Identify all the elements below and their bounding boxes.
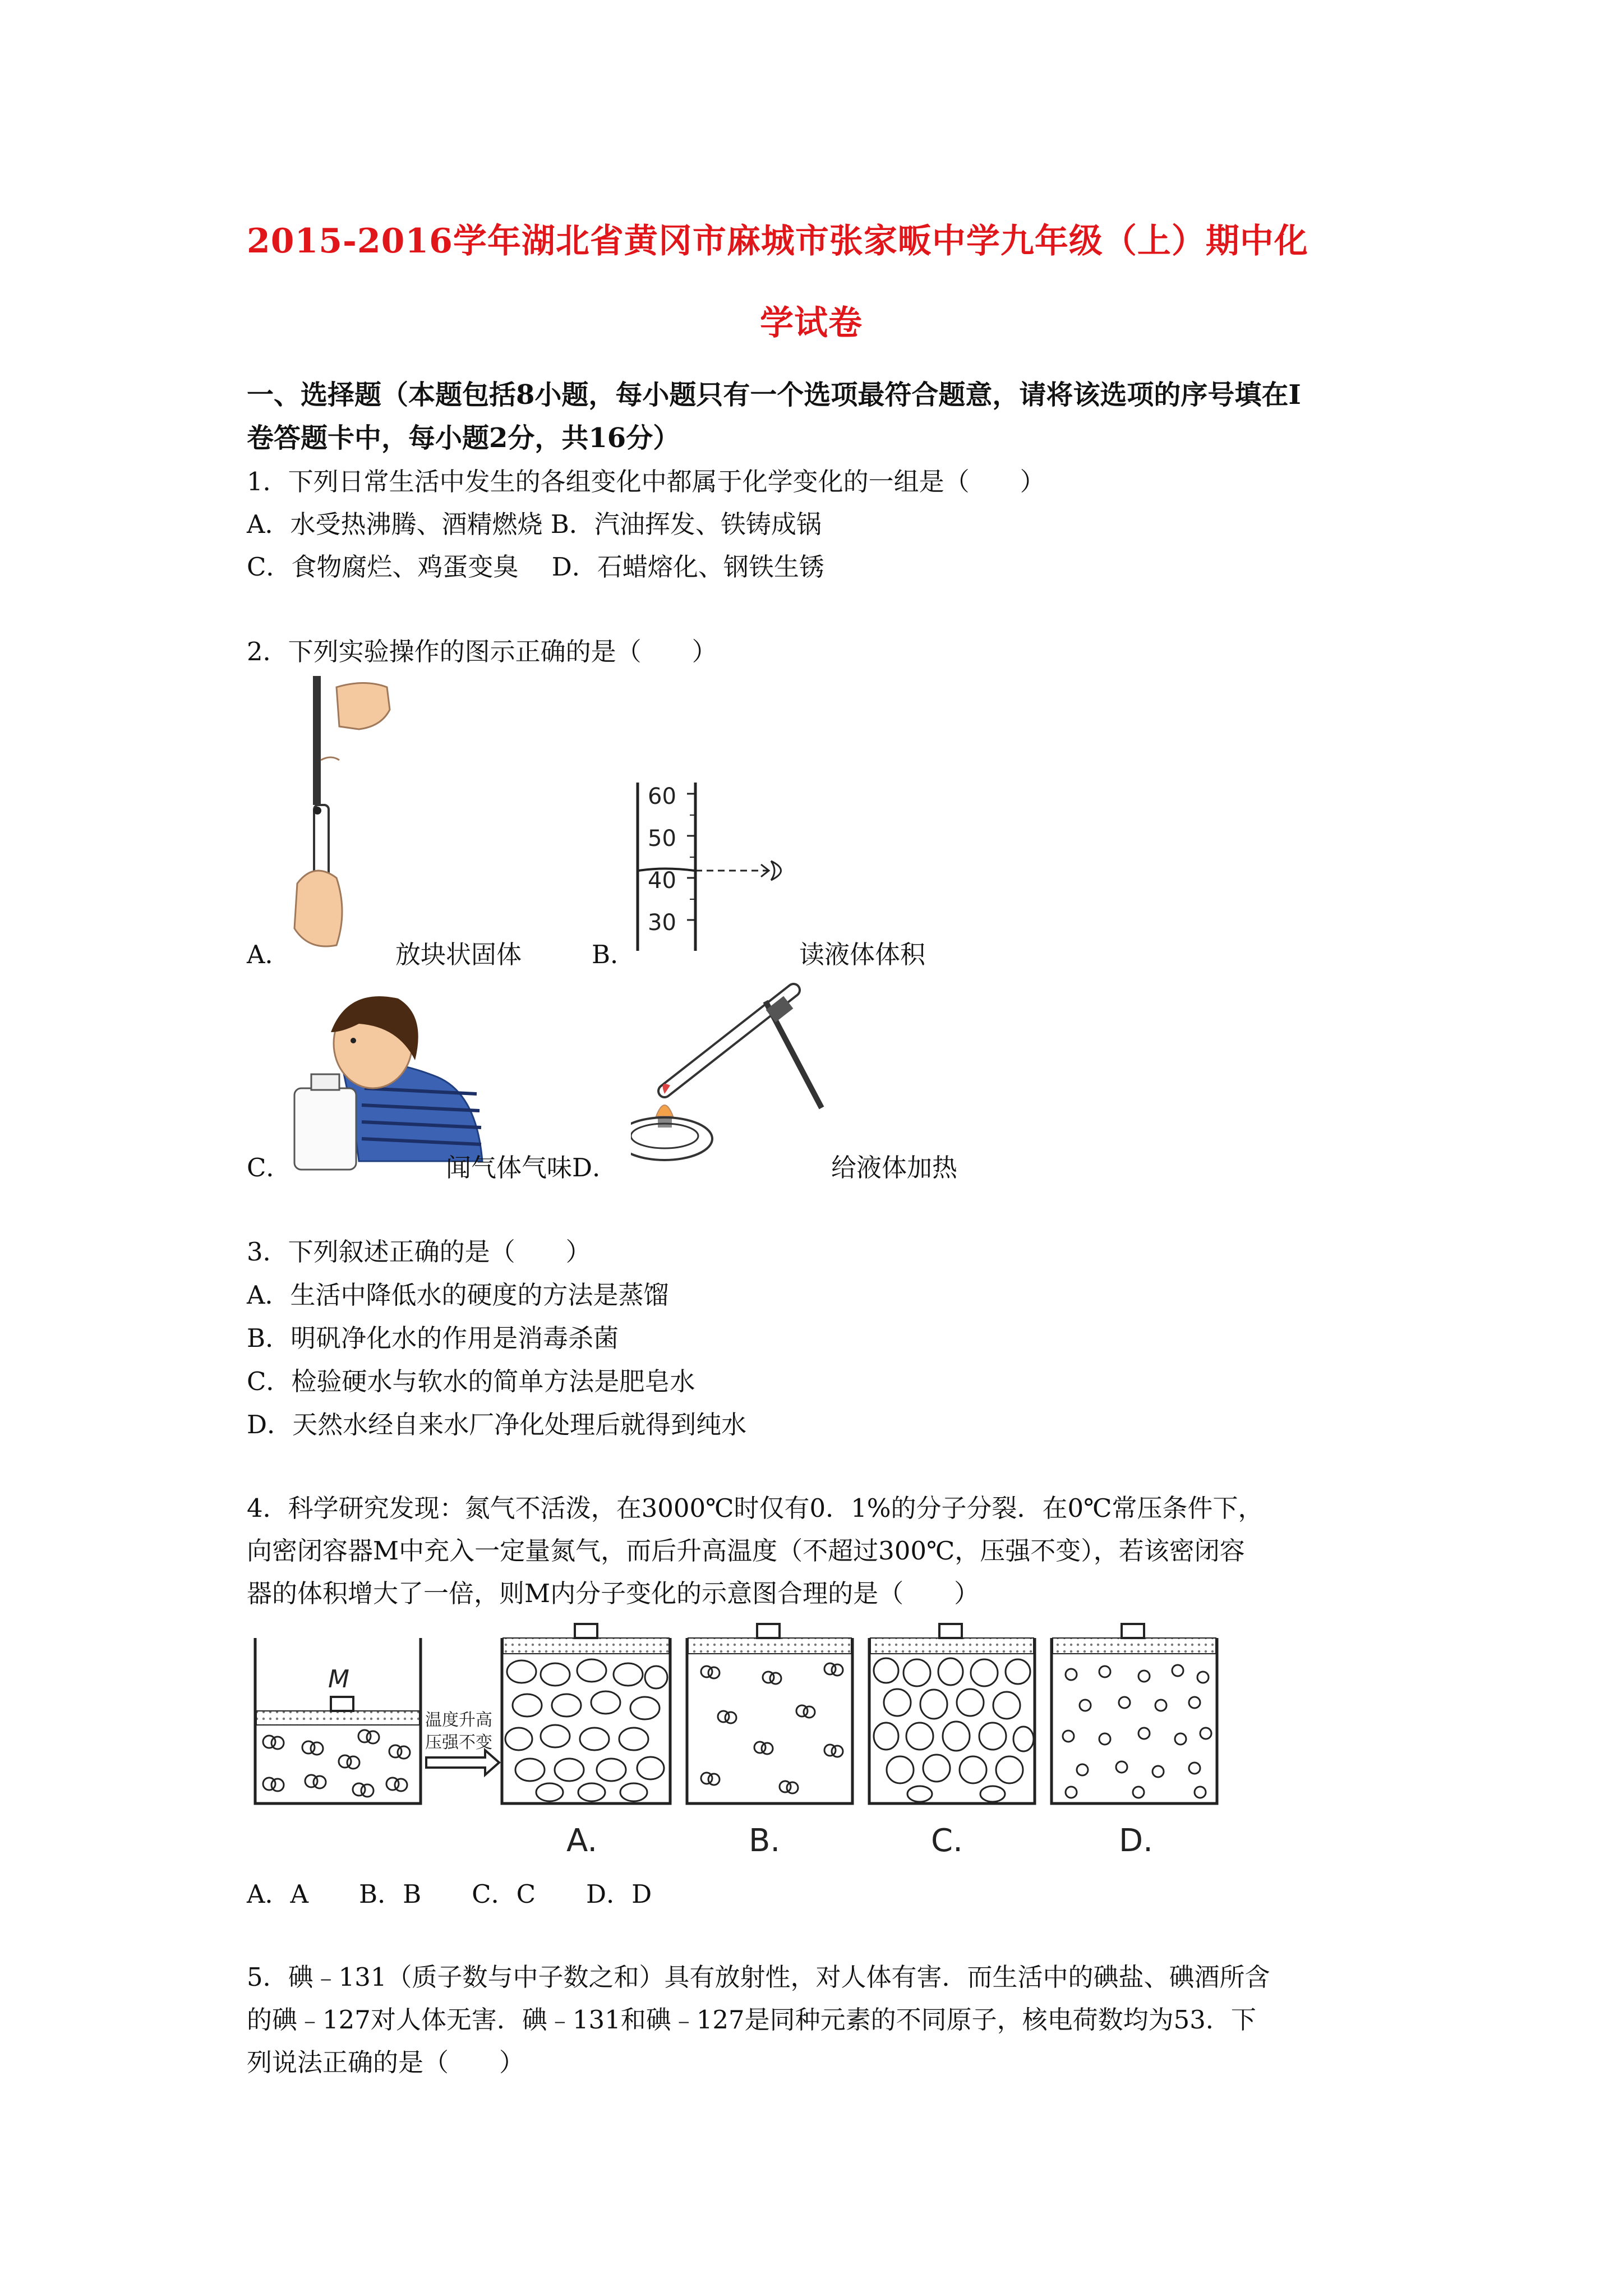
q2-option-c-caption: 闻气体气味D． [446, 1153, 618, 1182]
page-title-line-1: 2015-2016学年湖北省黄冈市麻城市张家畈中学九年级（上）期中化 [247, 222, 1308, 261]
q2-stem: 2．下列实验操作的图示正确的是（ ） [247, 637, 717, 666]
q2-option-b-letter: B． [592, 940, 636, 969]
q4-molecule-diagram [247, 1621, 1453, 1868]
q4-process-arrow [425, 1710, 499, 1775]
q4-label-m: M [328, 1665, 349, 1694]
q3-stem: 3．下列叙述正确的是（ ） [247, 1237, 591, 1267]
page-title-line-2: 学试卷 [760, 303, 863, 343]
q4-arrow-label-bottom: 压强不变 [425, 1733, 492, 1752]
section-header-line-1: 一、选择题（本题包括8小题，每小题只有一个选项最符合题意，请将该选项的序号填在Ⅰ [247, 379, 1301, 411]
q3-option-c: C．检验硬水与软水的简单方法是肥皂水 [247, 1366, 695, 1396]
section-header-line-2: 卷答题卡中，每小题2分，共16分） [247, 422, 680, 454]
q2-figure-c-smelling-gas [292, 993, 485, 1172]
q3-option-a: A．生活中降低水的硬度的方法是蒸馏 [247, 1280, 669, 1310]
cylinder-tick-30: 30 [648, 910, 676, 936]
q4-container-b [687, 1624, 852, 1859]
q5-line-2: 的碘﹣127对人体无害．碘﹣131和碘﹣127是同种元素的不同原子，核电荷数均为53．下 [247, 2005, 1256, 2035]
q5-line-1: 5．碘﹣131（质子数与中子数之和）具有放射性，对人体有害．而生活中的碘盐、碘酒所含 [247, 1962, 1270, 1992]
q4-options: A．A B．B C．C D．D [247, 1879, 652, 1909]
q2-option-a-letter: A． [247, 940, 291, 969]
q2-option-b-caption: 读液体体积 [799, 940, 926, 969]
q2-option-a-caption: 放块状固体 [395, 940, 522, 969]
q4-label-a: A. [566, 1823, 598, 1859]
q3-option-b: B．明矾净化水的作用是消毒杀菌 [247, 1323, 619, 1353]
q2-figure-b-measuring-cylinder [631, 783, 799, 956]
cylinder-tick-50: 50 [648, 826, 676, 852]
q4-container-c [869, 1624, 1035, 1859]
cylinder-tick-40: 40 [648, 868, 676, 894]
cylinder-tick-60: 60 [648, 784, 676, 809]
q2-figure-a-test-tube [286, 676, 393, 956]
q4-label-d: D. [1119, 1823, 1153, 1859]
q2-figure-d-heating-liquid [631, 979, 833, 1164]
q1-stem: 1．下列日常生活中发生的各组变化中都属于化学变化的一组是（ ） [247, 467, 1045, 496]
q2-option-d-caption: 给液体加热 [831, 1153, 958, 1182]
q4-container-d [1052, 1624, 1217, 1859]
q4-original-container [255, 1638, 421, 1803]
q5-line-3: 列说法正确的是（ ） [247, 2047, 525, 2077]
q4-line-1: 4．科学研究发现：氮气不活泼，在3000℃时仅有0．1%的分子分裂．在0℃常压条件下， [247, 1493, 1264, 1523]
q4-arrow-label-top: 温度升高 [425, 1710, 492, 1730]
q2-option-c-letter: C． [247, 1153, 292, 1182]
q4-line-3: 器的体积增大了一倍，则M内分子变化的示意图合理的是（ ） [247, 1579, 980, 1608]
q1-options-cd: C．食物腐烂、鸡蛋变臭 D．石蜡熔化、钢铁生锈 [247, 552, 824, 582]
q3-option-d: D．天然水经自来水厂净化处理后就得到纯水 [247, 1410, 747, 1439]
q4-label-c: C. [931, 1823, 963, 1859]
q4-line-2: 向密闭容器M中充入一定量氮气，而后升高温度（不超过300℃，压强不变），若该密闭容 [247, 1536, 1245, 1566]
q4-label-b: B. [749, 1823, 781, 1859]
q4-container-a [502, 1624, 670, 1859]
q1-options-ab: A．水受热沸腾、酒精燃烧 B．汽油挥发、铁铸成锅 [247, 509, 822, 539]
